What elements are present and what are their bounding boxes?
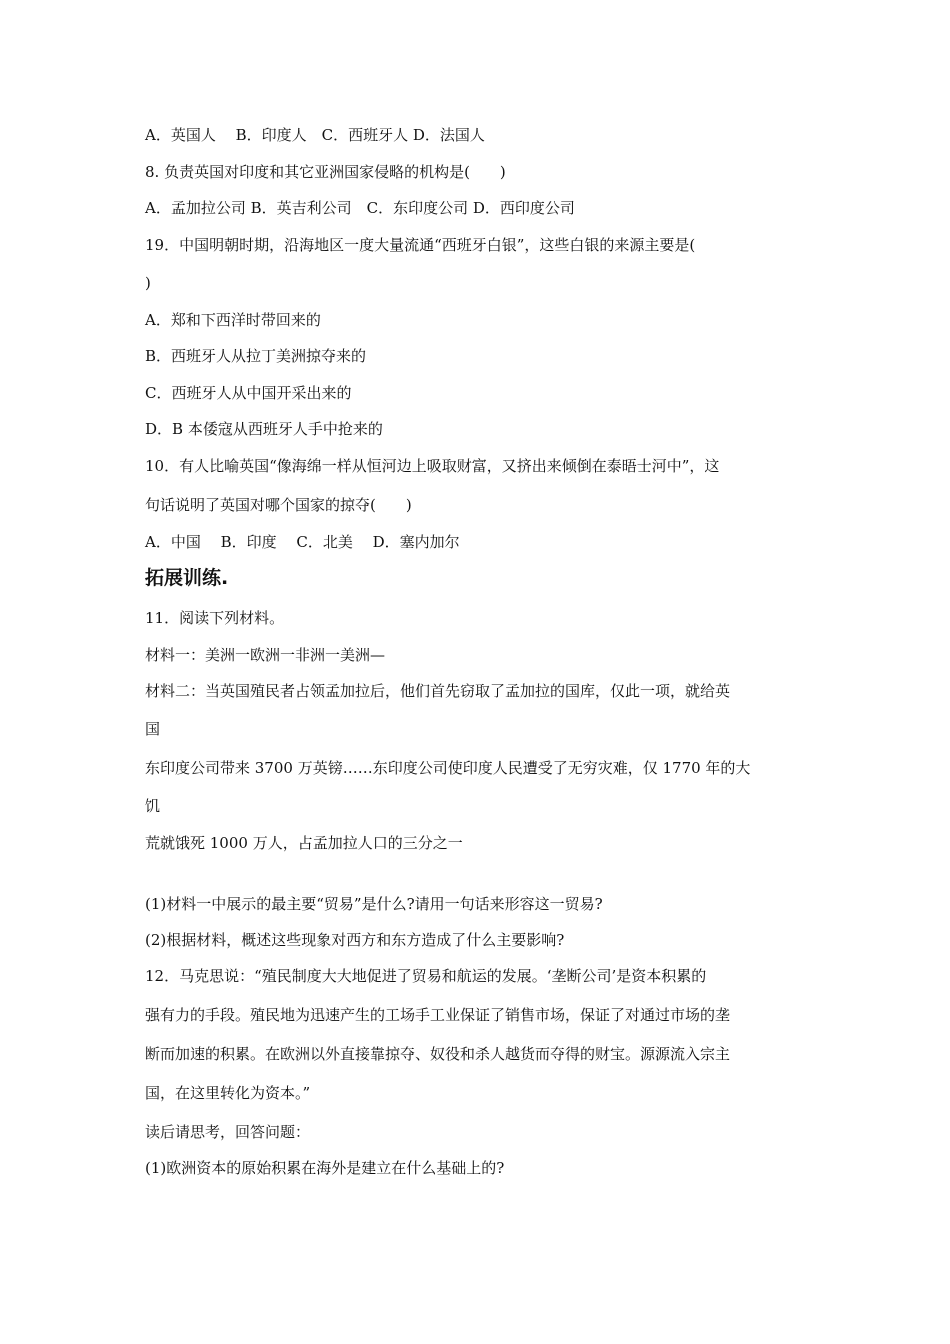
q19-option-d: D．B 本倭寇从西班牙人手中抢来的	[145, 420, 383, 438]
q19-option-c: C．西班牙人从中国开采出来的	[145, 384, 352, 402]
material-one: 材料一：美洲一欧洲一非洲一美洲—	[145, 646, 386, 664]
q11-sub-2: (2)根据材料，概述这些现象对西方和东方造成了什么主要影响?	[145, 931, 565, 949]
q8-stem: 8. 负责英国对印度和其它亚洲国家侵略的机构是( )	[145, 163, 506, 181]
q11-stem: 11．阅读下列材料。	[145, 609, 285, 627]
material-two-line-5: 荒就饿死 1000 万人，占孟加拉人口的三分之一	[145, 834, 463, 852]
q19-option-b: B．西班牙人从拉丁美洲掠夺来的	[145, 347, 367, 365]
q12-stem-cont-2: 断而加速的积累。在欧洲以外直接靠掠夺、奴役和杀人越货而夺得的财宝。源源流入宗主	[145, 1045, 731, 1063]
q12-prompt: 读后请思考，回答问题：	[145, 1123, 311, 1141]
material-two-line-1: 材料二：当英国殖民者占领孟加拉后，他们首先窃取了孟加拉的国库，仅此一项，就给英	[145, 682, 731, 700]
q12-stem: 12．马克思说：“殖民制度大大地促进了贸易和航运的发展。‘垄断公司’是资本积累的	[145, 967, 707, 985]
q19-stem: 19．中国明朝时期，沿海地区一度大量流通“西班牙白银”，这些白银的来源主要是(	[145, 236, 696, 254]
material-two-line-4: 饥	[145, 797, 161, 815]
q12-stem-cont-1: 强有力的手段。殖民地为迅速产生的工场手工业保证了销售市场，保证了对通过市场的垄	[145, 1006, 731, 1024]
material-two-line-3: 东印度公司带来 3700 万英镑……东印度公司使印度人民遭受了无穷灾难，仅 1770 年的大	[145, 759, 751, 777]
material-two-line-2: 国	[145, 720, 161, 738]
q12-sub-1: (1)欧洲资本的原始积累在海外是建立在什么基础上的?	[145, 1159, 505, 1177]
q8-options: A．孟加拉公司 B．英吉利公司 C．东印度公司 D．西印度公司	[145, 199, 575, 217]
q10-options: A．中国 B．印度 C．北美 D．塞内加尔	[145, 533, 460, 551]
q19-stem-cont: )	[145, 274, 151, 292]
q10-stem: 10．有人比喻英国“像海绵一样从恒河边上吸取财富，又挤出来倾倒在泰晤士河中”，这	[145, 457, 720, 475]
q7-options: A．英国人 B．印度人 C．西班牙人 D．法国人	[145, 126, 485, 144]
q19-option-a: A．郑和下西洋时带回来的	[145, 311, 321, 329]
q11-sub-1: (1)材料一中展示的最主要“贸易”是什么?请用一句话来形容这一贸易?	[145, 895, 603, 913]
q10-stem-cont: 句话说明了英国对哪个国家的掠夺( )	[145, 496, 412, 514]
q12-stem-cont-3: 国，在这里转化为资本。”	[145, 1084, 311, 1102]
section-heading: 拓展训练.	[145, 567, 229, 589]
